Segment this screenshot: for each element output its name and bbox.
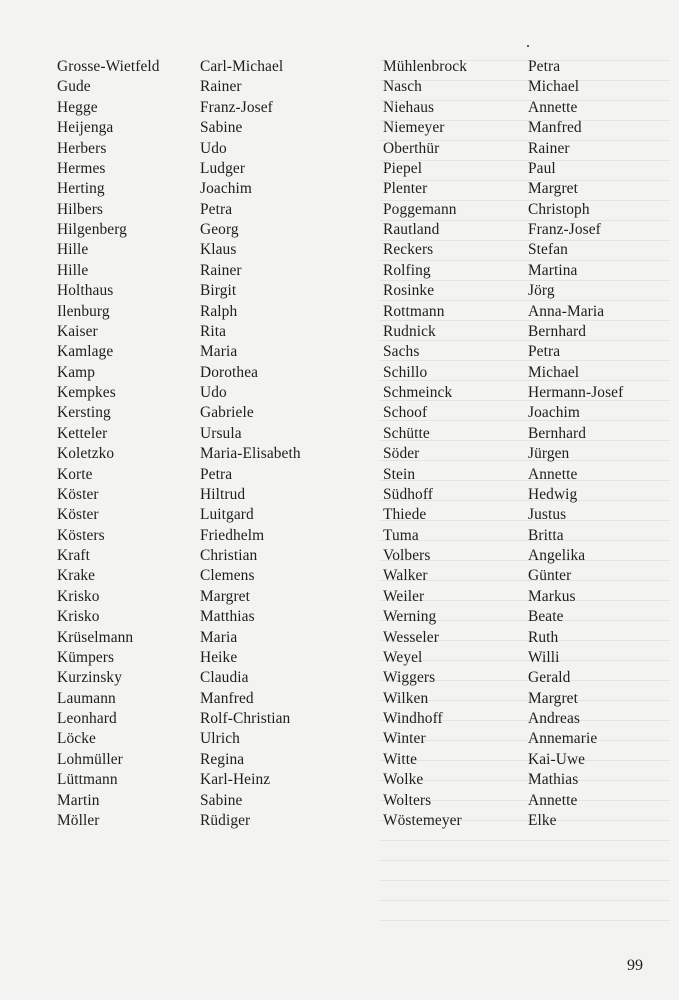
name-row [0,750,679,770]
first-name-right: Annemarie [528,730,598,748]
name-row [0,689,679,709]
name-row [0,200,679,220]
first-name-right: Annette [528,98,578,116]
surname-left: Löcke [57,730,96,748]
surname-left: Köster [57,485,99,503]
first-name-right: Andreas [528,710,580,727]
surname-right: Walker [383,567,428,585]
first-name-left: Maria [200,628,238,646]
first-name-right: Elke [528,811,557,829]
name-row [0,383,679,403]
surname-left: Grosse-Wietfeld [57,58,160,75]
first-name-left: Ralph [200,302,238,320]
first-name-right: Hedwig [528,485,578,503]
first-name-left: Franz-Josef [200,98,273,116]
first-name-right: Petra [528,58,561,75]
surname-left: Kümpers [57,648,115,666]
surname-right: Oberthür [383,139,440,157]
surname-right: Poggemann [383,200,457,218]
name-row [0,770,679,790]
first-name-right: Paul [528,159,556,177]
first-name-left: Sabine [200,791,243,809]
first-name-right: Stefan [528,241,568,259]
first-name-right: Anna-Maria [528,302,605,320]
surname-left: Hegge [57,98,98,116]
name-row [0,363,679,383]
first-name-left: Gabriele [200,404,254,422]
surname-left: Krake [57,567,96,585]
name-row [0,77,679,97]
name-row [0,139,679,159]
first-name-left: Joachim [200,180,252,198]
first-name-left: Rainer [200,261,242,279]
name-row [0,342,679,362]
surname-right: Sachs [383,343,420,361]
surname-left: Gude [57,78,91,96]
surname-left: Hille [57,241,89,259]
first-name-right: Franz-Josef [528,221,601,238]
surname-left: Heijenga [57,119,114,137]
name-row [0,118,679,138]
surname-left: Kersting [57,404,111,422]
name-row [0,98,679,118]
first-name-right: Willi [528,648,560,666]
first-name-right: Michael [528,363,580,381]
surname-right: Schillo [383,363,428,381]
first-name-left: Matthias [200,608,255,626]
surname-left: Krisko [57,608,100,626]
surname-left: Hille [57,261,89,279]
name-row [0,811,679,831]
name-row [0,526,679,546]
first-name-left: Hiltrud [200,485,246,503]
surname-right: Schmeinck [383,384,453,401]
first-name-right: Mathias [528,771,579,789]
first-name-right: Manfred [528,119,582,137]
first-name-right: Günter [528,567,572,585]
name-row [0,261,679,281]
surname-right: Thiede [383,506,427,524]
name-row [0,240,679,260]
first-name-right: Rainer [528,139,570,157]
surname-right: Rautland [383,221,440,238]
surname-left: Hilbers [57,200,104,218]
first-name-right: Markus [528,587,576,605]
first-name-left: Georg [200,221,239,238]
first-name-left: Maria [200,343,238,361]
name-row [0,566,679,586]
first-name-right: Jörg [528,282,555,300]
first-name-right: Gerald [528,669,571,687]
surname-right: Niehaus [383,98,435,116]
first-name-left: Regina [200,750,245,768]
first-name-left: Friedhelm [200,526,265,544]
first-name-left: Karl-Heinz [200,771,271,789]
surname-left: Kamp [57,363,96,381]
first-name-left: Rainer [200,78,242,96]
name-row [0,302,679,322]
name-row [0,668,679,688]
surname-right: Mühlenbrock [383,58,468,75]
name-row [0,628,679,648]
first-name-left: Maria-Elisabeth [200,445,301,463]
name-row [0,57,679,77]
first-name-right: Bernhard [528,424,587,442]
surname-left: Hilgenberg [57,221,127,238]
surname-right: Werning [383,608,437,626]
name-row [0,607,679,627]
first-name-left: Christian [200,547,258,564]
surname-left: Holthaus [57,282,114,300]
name-list [0,57,679,831]
surname-right: Wöstemeyer [383,811,462,829]
surname-left: Laumann [57,689,116,707]
first-name-right: Michael [528,78,580,96]
first-name-left: Rita [200,322,227,340]
surname-left: Kaiser [57,322,98,340]
surname-left: Martin [57,791,100,809]
name-row [0,424,679,444]
name-row [0,648,679,668]
first-name-right: Margret [528,180,578,198]
first-name-right: Joachim [528,404,580,422]
first-name-left: Dorothea [200,363,259,381]
first-name-left: Rüdiger [200,811,251,829]
first-name-left: Udo [200,139,227,157]
surname-right: Schütte [383,424,430,442]
first-name-left: Sabine [200,119,243,137]
surname-right: Rolfing [383,261,431,279]
first-name-left: Birgit [200,282,237,300]
name-row [0,159,679,179]
surname-right: Weiler [383,587,425,605]
surname-left: Köster [57,506,99,524]
surname-left: Krüselmann [57,628,134,646]
first-name-left: Ulrich [200,730,240,748]
surname-right: Wolters [383,791,432,809]
first-name-right: Annette [528,465,578,483]
name-row [0,281,679,301]
surname-right: Witte [383,750,418,768]
first-name-left: Klaus [200,241,237,259]
surname-left: Kurzinsky [57,669,123,687]
first-name-right: Kai-Uwe [528,750,586,768]
surname-right: Schoof [383,404,428,422]
first-name-right: Britta [528,526,564,544]
first-name-right: Annette [528,791,578,809]
surname-right: Piepel [383,159,423,177]
surname-left: Kraft [57,547,90,564]
surname-left: Herting [57,180,105,198]
surname-left: Koletzko [57,445,115,463]
first-name-left: Luitgard [200,506,254,524]
surname-left: Lüttmann [57,771,118,789]
surname-left: Möller [57,811,100,829]
surname-right: Volbers [383,547,431,564]
first-name-right: Ruth [528,628,559,646]
first-name-right: Hermann-Josef [528,384,624,401]
name-row [0,403,679,423]
first-name-right: Beate [528,608,564,626]
name-row [0,546,679,566]
name-row [0,322,679,342]
first-name-left: Claudia [200,669,249,687]
first-name-left: Ursula [200,424,242,442]
surname-left: Krisko [57,587,100,605]
first-name-left: Clemens [200,567,255,585]
surname-right: Stein [383,465,416,483]
first-name-left: Manfred [200,689,254,707]
surname-right: Wiggers [383,669,436,687]
surname-right: Südhoff [383,485,434,503]
first-name-right: Martina [528,261,578,279]
name-row [0,179,679,199]
surname-left: Kempkes [57,384,116,401]
ink-dot [527,45,529,47]
first-name-left: Petra [200,465,233,483]
surname-right: Rosinke [383,282,435,300]
name-row [0,729,679,749]
surname-left: Hermes [57,159,106,177]
first-name-left: Rolf-Christian [200,710,291,727]
surname-right: Rottmann [383,302,445,320]
first-name-right: Petra [528,343,561,361]
surname-right: Söder [383,445,420,463]
surname-right: Plenter [383,180,428,198]
surname-right: Reckers [383,241,434,259]
first-name-right: Justus [528,506,567,524]
first-name-right: Margret [528,689,578,707]
first-name-left: Heike [200,648,238,666]
surname-right: Rudnick [383,322,436,340]
first-name-left: Margret [200,587,250,605]
first-name-left: Udo [200,384,227,401]
surname-right: Tuma [383,526,419,544]
page-number: 99 [627,957,643,974]
surname-left: Kösters [57,526,105,544]
first-name-right: Christoph [528,200,590,218]
surname-right: Wilken [383,689,429,707]
first-name-left: Carl-Michael [200,58,284,75]
name-row [0,444,679,464]
surname-right: Weyel [383,648,423,666]
first-name-right: Angelika [528,547,586,564]
surname-left: Ketteler [57,424,108,442]
surname-left: Kamlage [57,343,114,361]
name-row [0,709,679,729]
surname-right: Nasch [383,78,422,96]
surname-left: Leonhard [57,710,117,727]
surname-left: Herbers [57,139,107,157]
name-row [0,505,679,525]
surname-right: Winter [383,730,426,748]
surname-right: Niemeyer [383,119,445,137]
name-row [0,485,679,505]
surname-left: Lohmüller [57,750,123,768]
first-name-left: Petra [200,200,233,218]
name-row [0,587,679,607]
first-name-left: Ludger [200,159,246,177]
name-row [0,465,679,485]
surname-left: Korte [57,465,93,483]
first-name-right: Bernhard [528,322,587,340]
surname-right: Wolke [383,771,424,789]
surname-left: Ilenburg [57,302,110,320]
name-row [0,791,679,811]
surname-right: Windhoff [383,710,443,727]
first-name-right: Jürgen [528,445,570,463]
surname-right: Wesseler [383,628,439,646]
name-row [0,220,679,240]
